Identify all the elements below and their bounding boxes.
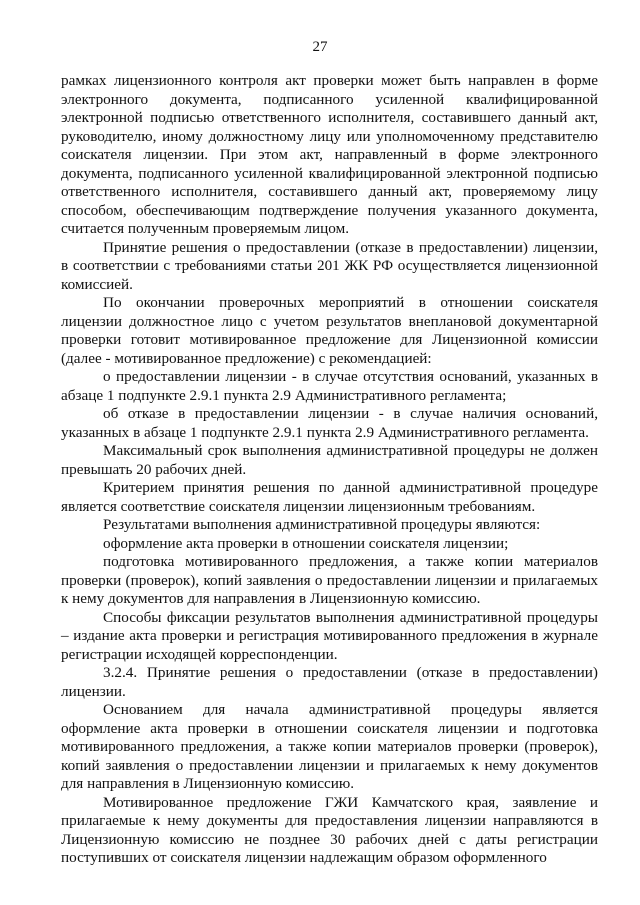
paragraph-motivated-proposal: По окончании проверочных мероприятий в отношении соискателя лицензии должностное лицо с учетом результатов внеплановой документарной проверки готовит мотивированное предложение для Лицензионной комиссии (далее - мотивированное предложение) с рекомендацией: [61,294,598,367]
paragraph-continuation: рамках лицензионного контроля акт проверки может быть направлен в форме электронного документа, подписанного усиленной квалифицированной электронной подписью ответственного исполнителя, составившего данный акт, руководителю, иному должностному лицу или уполномоченному представителю соискателя лицензии. При этом акт, направленный в форме электронного документа, подписанного усиленной квалифицированной электронной подписью ответственного исполнителя, составившего данный акт, проверяемому лицу способом, обеспечивающим подтверждение получения указанного документа, считается полученным проверяемым лицом. [61,72,598,237]
paragraph-grant-recommendation: о предоставлении лицензии - в случае отсутствия оснований, указанных в абзаце 1 подпункте 2.9.1 пункта 2.9 Административного регламента; [61,368,598,404]
paragraph-refusal-recommendation: об отказе в предоставлении лицензии - в случае наличия оснований, указанных в абзаце 1 подпункте 2.9.1 пункта 2.9 Административного регламента. [61,405,598,441]
page-number: 27 [312,39,328,55]
paragraph-result-act: оформление акта проверки в отношении соискателя лицензии; [103,534,509,552]
document-body [61,72,598,868]
paragraph-max-term: Максимальный срок выполнения административной процедуры не должен превышать 20 рабочих дней. [61,442,598,478]
paragraph-decision-criterion: Критерием принятия решения по данной административной процедуре является соответствие соискателя лицензии лицензионным требованиям. [61,479,598,515]
paragraph-fixation-methods: Способы фиксации результатов выполнения административной процедуры – издание акта проверки и регистрация мотивированного предложения в журнале регистрации исходящей корреспонденции. [61,608,598,663]
paragraph-decision-commission: Принятие решения о предоставлении (отказе в предоставлении) лицензии, в соответствии с требованиями статьи 201 ЖК РФ осуществляется лицензионной комиссией. [61,238,598,293]
paragraph-submission-deadline: Мотивированное предложение ГЖИ Камчатского края, заявление и прилагаемые к нему документы для предоставления лицензии направляются в Лицензионную комиссию не позднее 30 рабочих дней с даты регистрации поступивших от соискателя лицензии надлежащим образом оформленного [61,793,598,866]
section-heading-3-2-4: 3.2.4. Принятие решения о предоставлении (отказе в предоставлении) лицензии. [61,664,598,700]
paragraph-procedure-basis: Основанием для начала административной процедуры является оформление акта проверки в отношении соискателя лицензии и подготовка мотивированного предложения, а также копии материалов проверки (проверок), копий заявления о предоставлении лицензии и прилагаемых к нему документов для направления в Лицензионную комиссию. [61,701,598,792]
paragraph-results-intro: Результатами выполнения административной процедуры являются: [103,516,541,533]
paragraph-result-proposal: подготовка мотивированного предложения, а также копии материалов проверки (проверок), копий заявления о предоставлении лицензии и прилагаемых к нему документов для направления в Лицензионную комиссию. [61,553,598,607]
